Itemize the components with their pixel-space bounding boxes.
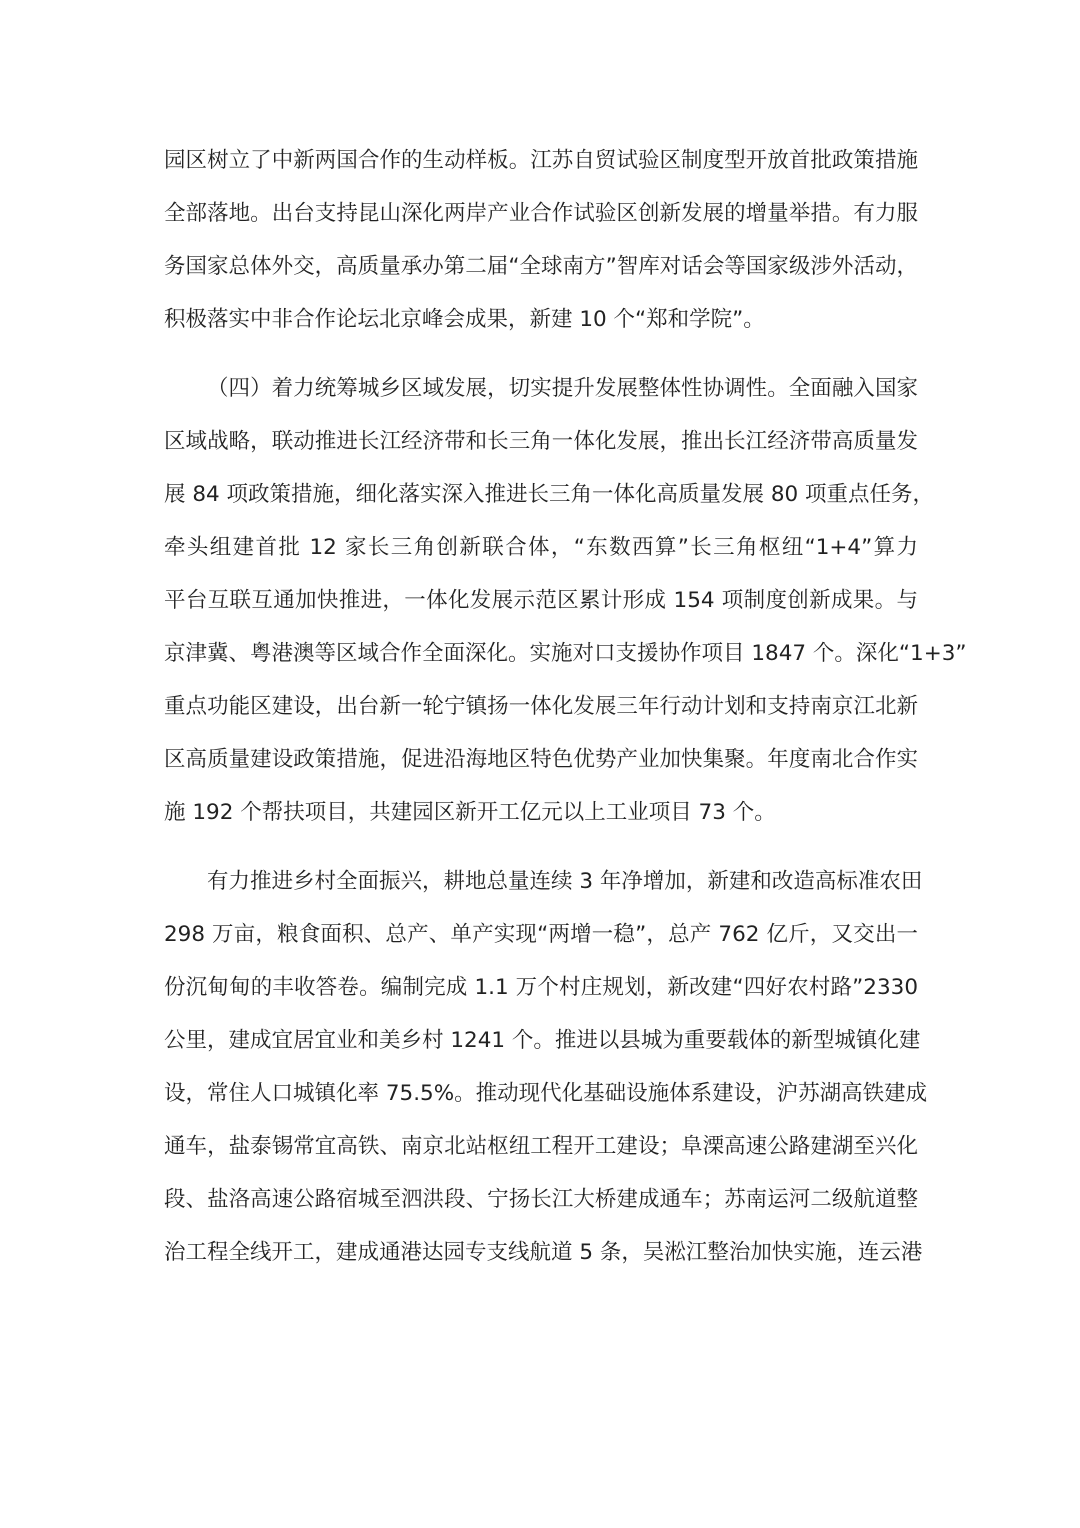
- text-line: 重点功能区建设，出台新一轮宁镇扬一体化发展三年行动计划和支持南京江北新: [164, 694, 918, 719]
- text-line: 治工程全线开工，建成通港达园专支线航道 5 条，吴淞江整治加快实施，连云港: [164, 1240, 923, 1265]
- text-line: 设，常住人口城镇化率 75.5%。推动现代化基础设施体系建设，沪苏湖高铁建成: [164, 1081, 928, 1106]
- text-line: 积极落实中非合作论坛北京峰会成果，新建 10 个“郑和学院”。: [164, 307, 765, 332]
- text-line: 平台互联互通加快推进，一体化发展示范区累计形成 154 项制度创新成果。与: [164, 588, 918, 613]
- paragraph-rural-revitalization: [164, 855, 928, 1279]
- text-line: 区域战略，联动推进长江经济带和长三角一体化发展，推出长江经济带高质量发: [164, 429, 918, 454]
- text-line: 展 84 项政策措施，细化落实深入推进长三角一体化高质量发展 80 项重点任务，: [164, 482, 935, 507]
- paragraph-foreign-cooperation: [164, 134, 918, 346]
- document-page: [164, 134, 967, 1279]
- paragraph-gap: [164, 346, 918, 362]
- text-line: 施 192 个帮扶项目，共建园区新开工亿元以上工业项目 73 个。: [164, 800, 776, 825]
- text-line: 份沉甸甸的丰收答卷。编制完成 1.1 万个村庄规划，新改建“四好农村路”2330: [164, 975, 918, 1000]
- text-line: 务国家总体外交，高质量承办第二届“全球南方”智库对话会等国家级涉外活动，: [164, 254, 918, 279]
- paragraph-regional-development: [164, 362, 967, 839]
- text-line: 区高质量建设政策措施，促进沿海地区特色优势产业加快集聚。年度南北合作实: [164, 747, 918, 772]
- text-line: 298 万亩，粮食面积、总产、单产实现“两增一稳”，总产 762 亿斤，又交出一: [164, 922, 918, 947]
- text-line: （四）着力统筹城乡区域发展，切实提升发展整体性协调性。全面融入国家: [207, 376, 918, 401]
- text-line: 有力推进乡村全面振兴，耕地总量连续 3 年净增加，新建和改造高标准农田: [207, 869, 923, 894]
- paragraph-gap: [164, 839, 918, 855]
- text-line: 通车，盐泰锡常宜高铁、南京北站枢纽工程开工建设；阜溧高速公路建湖至兴化: [164, 1134, 918, 1159]
- text-line: 公里，建成宜居宜业和美乡村 1241 个。推进以县城为重要载体的新型城镇化建: [164, 1028, 921, 1053]
- text-line: 段、盐洛高速公路宿城至泗洪段、宁扬长江大桥建成通车；苏南运河二级航道整: [164, 1187, 918, 1212]
- text-line: 园区树立了中新两国合作的生动样板。江苏自贸试验区制度型开放首批政策措施: [164, 148, 918, 173]
- text-line: 全部落地。出台支持昆山深化两岸产业合作试验区创新发展的增量举措。有力服: [164, 201, 918, 226]
- text-line: 京津冀、粤港澳等区域合作全面深化。实施对口支援协作项目 1847 个。深化“1+3”: [164, 641, 967, 666]
- text-line: 牵头组建首批 12 家长三角创新联合体，“东数西算”长三角枢纽“1+4”算力: [164, 535, 918, 560]
